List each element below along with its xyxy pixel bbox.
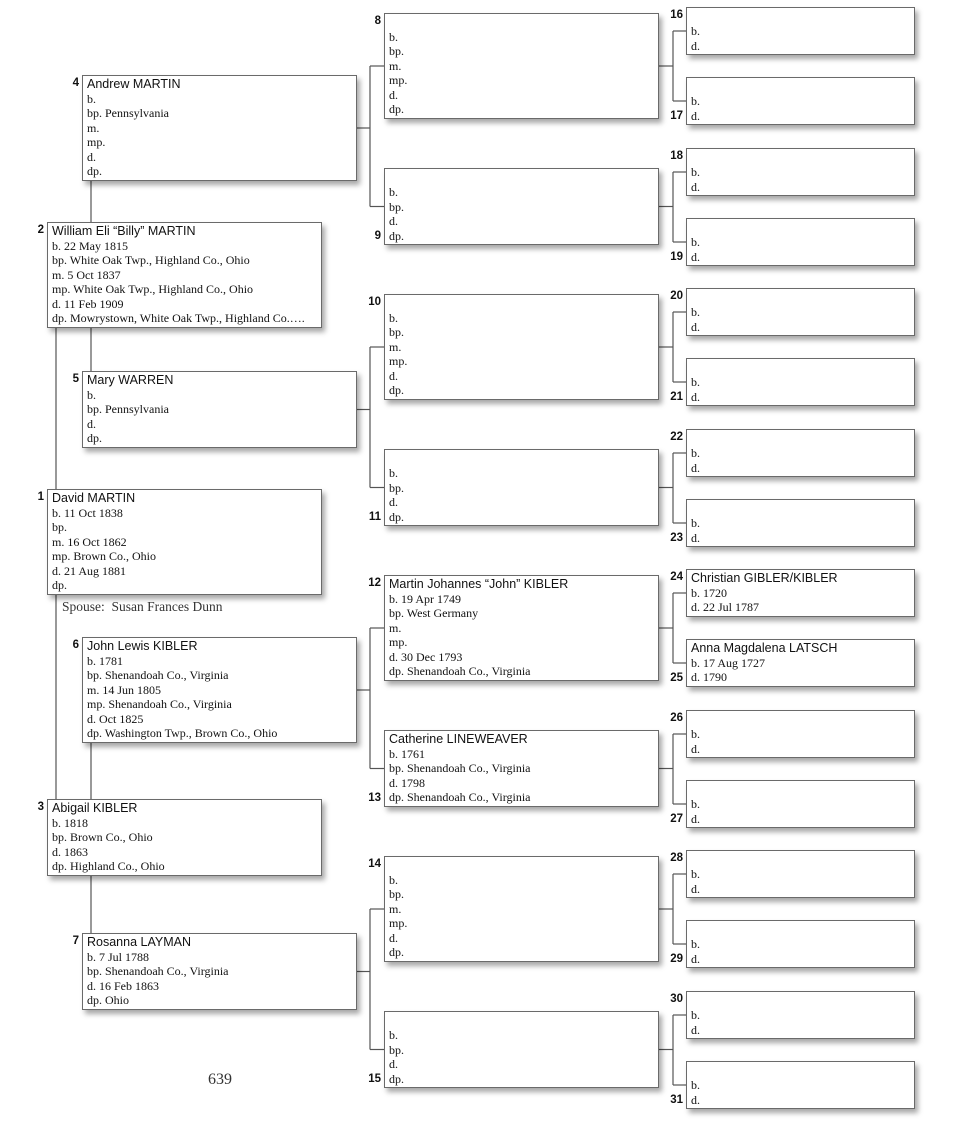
detail-line: mp.: [389, 73, 408, 88]
detail-line: d. 11 Feb 1909: [52, 296, 124, 311]
detail-line: b.: [389, 30, 398, 44]
detail-line: d.: [87, 416, 96, 431]
ahnentafel-number: 21: [670, 391, 683, 403]
page-number: 639: [208, 1071, 232, 1088]
person-details: [691, 867, 700, 896]
detail-line: b.: [389, 185, 398, 200]
person-details: [691, 937, 700, 966]
ahnentafel-number: 16: [670, 9, 683, 21]
detail-line: d.: [389, 495, 398, 510]
ahnentafel-number: 22: [670, 431, 683, 443]
detail-line: b.: [389, 873, 398, 887]
person-details: [87, 950, 352, 1008]
detail-line: mp. Shenandoah Co., Virginia: [87, 697, 232, 712]
detail-line: bp. Shenandoah Co., Virginia: [87, 964, 229, 979]
detail-line: b. 17 Aug 1727: [691, 656, 766, 670]
person-box-15[interactable]: [384, 1011, 659, 1088]
ahnentafel-number: 6: [72, 639, 79, 651]
detail-line: m.: [389, 58, 402, 73]
detail-line: b. 11 Oct 1838: [52, 506, 123, 520]
detail-line: bp.: [389, 44, 404, 59]
detail-line: dp. Shenandoah Co., Virginia: [389, 790, 531, 805]
detail-line: d. 16 Feb 1863: [87, 978, 159, 993]
person-box-28[interactable]: [686, 850, 915, 898]
person-box-29[interactable]: [686, 920, 915, 968]
ahnentafel-number: 5: [72, 373, 79, 385]
person-box-3[interactable]: [47, 799, 322, 876]
ahnentafel-number: 12: [368, 577, 381, 589]
detail-line: d.: [691, 179, 700, 194]
ahnentafel-number: 7: [72, 935, 79, 947]
detail-line: bp.: [389, 199, 404, 214]
detail-line: d. 1790: [691, 670, 727, 685]
person-name: [691, 150, 910, 165]
detail-line: mp.: [389, 916, 408, 931]
person-name: Abigail KIBLER: [52, 801, 138, 815]
person-details: [389, 592, 654, 678]
person-name: [691, 501, 910, 516]
person-details: [691, 516, 700, 545]
person-box-4[interactable]: [82, 75, 357, 181]
detail-line: b.: [389, 311, 398, 325]
detail-line: dp.: [52, 578, 67, 593]
spouse-name: Susan Frances Dunn: [111, 599, 223, 614]
person-box-18[interactable]: [686, 148, 915, 196]
ahnentafel-number: 27: [670, 813, 683, 825]
detail-line: m.: [389, 620, 402, 635]
person-name: Christian GIBLER/KIBLER: [691, 571, 838, 585]
ahnentafel-number: 26: [670, 712, 683, 724]
detail-line: b. 19 Apr 1749: [389, 592, 461, 606]
person-box-31[interactable]: [686, 1061, 915, 1109]
person-details: [691, 727, 700, 756]
detail-line: d.: [691, 249, 700, 264]
detail-line: d. 1863: [52, 844, 88, 859]
detail-line: dp.: [389, 1071, 404, 1086]
detail-line: d.: [691, 811, 700, 826]
person-name: [691, 1063, 910, 1078]
ahnentafel-number: 2: [37, 224, 44, 236]
person-name: [691, 360, 910, 375]
detail-line: b.: [87, 388, 96, 402]
person-details: [691, 94, 700, 123]
detail-line: bp.: [389, 887, 404, 902]
person-box-26[interactable]: [686, 710, 915, 758]
person-box-8[interactable]: [384, 13, 659, 119]
detail-line: mp. Brown Co., Ohio: [52, 549, 157, 564]
person-box-30[interactable]: [686, 991, 915, 1039]
ahnentafel-number: 20: [670, 290, 683, 302]
ahnentafel-number: 17: [670, 110, 683, 122]
detail-line: m.: [389, 901, 402, 916]
detail-line: d. 1798: [389, 775, 425, 790]
person-details: [389, 30, 654, 116]
person-box-17[interactable]: [686, 77, 915, 125]
person-details: [389, 747, 654, 805]
detail-line: b.: [691, 1008, 700, 1023]
person-name: John Lewis KIBLER: [87, 639, 198, 653]
person-name: [691, 993, 910, 1008]
person-box-1[interactable]: [47, 489, 322, 595]
person-name: [691, 852, 910, 867]
detail-line: mp. White Oak Twp., Highland Co., Ohio: [52, 282, 254, 297]
detail-line: b. 1818: [52, 816, 88, 830]
ahnentafel-number: 8: [374, 15, 381, 27]
person-details: [691, 235, 700, 264]
detail-line: dp.: [87, 431, 102, 446]
ahnentafel-number: 13: [368, 792, 381, 804]
detail-line: dp.: [389, 102, 404, 117]
detail-line: b.: [389, 1028, 398, 1043]
ahnentafel-number: 28: [670, 852, 683, 864]
person-details: [691, 446, 700, 475]
person-name: [691, 79, 910, 94]
detail-line: m. 5 Oct 1837: [52, 267, 121, 282]
person-box-27[interactable]: [686, 780, 915, 828]
detail-line: m.: [87, 120, 100, 135]
person-details: [389, 185, 404, 243]
detail-line: d.: [691, 530, 700, 545]
detail-line: b.: [691, 797, 700, 812]
person-name: Martin Johannes “John” KIBLER: [389, 577, 569, 591]
ahnentafel-number: 18: [670, 150, 683, 162]
person-details: [87, 388, 352, 446]
person-name: [691, 712, 910, 727]
detail-line: bp. Shenandoah Co., Virginia: [87, 668, 229, 683]
detail-line: d.: [691, 460, 700, 475]
detail-line: b.: [691, 235, 700, 250]
detail-line: d.: [691, 319, 700, 334]
person-name: David MARTIN: [52, 491, 136, 505]
ahnentafel-number: 29: [670, 953, 683, 965]
ahnentafel-number: 15: [368, 1073, 381, 1085]
detail-line: bp. Shenandoah Co., Virginia: [389, 761, 531, 776]
person-name: [691, 782, 910, 797]
person-details: [389, 1028, 404, 1086]
person-name: [389, 858, 654, 873]
person-name: [691, 922, 910, 937]
detail-line: b.: [691, 375, 700, 390]
person-details: [691, 586, 910, 615]
person-box-6[interactable]: [82, 637, 357, 743]
detail-line: dp. Highland Co., Ohio: [52, 859, 165, 874]
detail-line: d.: [87, 149, 96, 164]
detail-line: b.: [691, 94, 700, 109]
ahnentafel-number: 19: [670, 251, 683, 263]
person-details: [691, 375, 700, 404]
ahnentafel-number: 14: [368, 858, 381, 870]
detail-line: d.: [691, 1092, 700, 1107]
detail-line: bp. White Oak Twp., Highland Co., Ohio: [52, 253, 250, 268]
detail-line: b.: [691, 727, 700, 742]
ahnentafel-number: 10: [368, 296, 381, 308]
person-name: [389, 15, 654, 30]
ahnentafel-number: 30: [670, 993, 683, 1005]
detail-line: b.: [691, 937, 700, 952]
detail-line: bp.: [389, 1042, 404, 1057]
person-name: Rosanna LAYMAN: [87, 935, 191, 949]
person-details: [691, 1008, 700, 1037]
person-box-9[interactable]: [384, 168, 659, 245]
person-details: [691, 656, 910, 685]
detail-line: dp.: [389, 509, 404, 524]
detail-line: d.: [691, 1022, 700, 1037]
person-box-2[interactable]: [47, 222, 322, 328]
person-name: William Eli “Billy” MARTIN: [52, 224, 196, 238]
detail-line: mp.: [87, 135, 106, 150]
detail-line: mp.: [389, 354, 408, 369]
person-box-22[interactable]: [686, 429, 915, 477]
detail-line: b. 7 Jul 1788: [87, 950, 150, 964]
person-box-25[interactable]: [686, 639, 915, 687]
detail-line: dp. Shenandoah Co., Virginia: [389, 664, 531, 679]
detail-line: bp.: [389, 325, 404, 340]
detail-line: bp.: [52, 520, 67, 535]
detail-line: d. 22 Jul 1787: [691, 600, 760, 615]
detail-line: d. Oct 1825: [87, 711, 144, 726]
detail-line: dp.: [389, 228, 404, 243]
person-box-10[interactable]: [384, 294, 659, 400]
detail-line: mp.: [389, 635, 408, 650]
person-box-19[interactable]: [686, 218, 915, 266]
detail-line: dp.: [87, 164, 102, 179]
detail-line: d.: [691, 38, 700, 53]
person-name: [691, 9, 910, 24]
person-box-12[interactable]: [384, 575, 659, 681]
person-details: [389, 311, 654, 397]
detail-line: d.: [389, 87, 398, 102]
person-name: [691, 431, 910, 446]
detail-line: b.: [691, 1078, 700, 1093]
person-details: [691, 24, 700, 53]
detail-line: bp. Pennsylvania: [87, 106, 169, 121]
detail-line: d.: [691, 881, 700, 896]
ahnentafel-number: 23: [670, 532, 683, 544]
person-details: [52, 816, 317, 874]
detail-line: m.: [389, 339, 402, 354]
ahnentafel-number: 25: [670, 672, 683, 684]
person-details: [87, 92, 352, 178]
person-box-21[interactable]: [686, 358, 915, 406]
person-details: [691, 797, 700, 826]
person-details: [389, 873, 654, 959]
ahnentafel-number: 11: [368, 511, 381, 523]
detail-line: b.: [691, 24, 700, 39]
ahnentafel-number: 4: [72, 77, 79, 89]
detail-line: d.: [389, 1057, 398, 1072]
detail-line: bp.: [389, 480, 404, 495]
ahnentafel-number: 31: [670, 1094, 683, 1106]
detail-line: m. 16 Oct 1862: [52, 534, 127, 549]
detail-line: b. 22 May 1815: [52, 239, 128, 253]
person-box-11[interactable]: [384, 449, 659, 526]
detail-line: bp. West Germany: [389, 606, 479, 621]
detail-line: d. 30 Dec 1793: [389, 649, 463, 664]
person-name: [691, 220, 910, 235]
ahnentafel-number: 1: [37, 491, 44, 503]
detail-line: b.: [691, 867, 700, 882]
detail-line: m. 14 Jun 1805: [87, 682, 162, 697]
detail-line: b. 1781: [87, 654, 123, 668]
detail-line: b.: [691, 516, 700, 531]
detail-line: b.: [691, 305, 700, 320]
person-name: [389, 451, 654, 466]
person-details: [52, 239, 317, 325]
detail-line: dp. Mowrystown, White Oak Twp., Highland Co.….: [52, 311, 305, 326]
person-details: [389, 466, 404, 524]
person-box-5[interactable]: [82, 371, 357, 448]
detail-line: d.: [691, 389, 700, 404]
detail-line: d.: [389, 214, 398, 229]
person-box-7[interactable]: [82, 933, 357, 1010]
detail-line: b.: [87, 92, 96, 106]
ahnentafel-number: 9: [374, 230, 381, 242]
detail-line: dp. Ohio: [87, 993, 129, 1008]
detail-line: bp. Pennsylvania: [87, 402, 169, 417]
detail-line: b. 1720: [691, 586, 727, 600]
person-details: [691, 305, 700, 334]
person-name: Anna Magdalena LATSCH: [691, 641, 838, 655]
detail-line: d.: [389, 368, 398, 383]
person-box-14[interactable]: [384, 856, 659, 962]
person-name: [389, 170, 654, 185]
person-name: Catherine LINEWEAVER: [389, 732, 528, 746]
person-name: [389, 1013, 654, 1028]
person-details: [691, 165, 700, 194]
detail-line: dp.: [389, 945, 404, 960]
ahnentafel-number: 24: [670, 571, 683, 583]
detail-line: bp. Brown Co., Ohio: [52, 830, 153, 845]
person-box-16[interactable]: [686, 7, 915, 55]
person-details: [52, 506, 317, 592]
detail-line: d.: [691, 741, 700, 756]
ahnentafel-number: 3: [37, 801, 44, 813]
spouse-label: Spouse:: [62, 599, 105, 614]
detail-line: b.: [389, 466, 398, 481]
person-details: [691, 1078, 700, 1107]
detail-line: d.: [389, 930, 398, 945]
person-name: [389, 296, 654, 311]
detail-line: dp. Washington Twp., Brown Co., Ohio: [87, 726, 278, 741]
person-box-23[interactable]: [686, 499, 915, 547]
person-box-24[interactable]: [686, 569, 915, 617]
person-details: [87, 654, 352, 740]
detail-line: b.: [691, 446, 700, 461]
detail-line: dp.: [389, 383, 404, 398]
detail-line: b.: [691, 165, 700, 180]
person-name: Mary WARREN: [87, 373, 174, 387]
detail-line: d. 21 Aug 1881: [52, 563, 127, 578]
detail-line: d.: [691, 951, 700, 966]
spouse-line: [62, 599, 223, 615]
person-name: Andrew MARTIN: [87, 77, 181, 91]
person-box-13[interactable]: [384, 730, 659, 807]
person-box-20[interactable]: [686, 288, 915, 336]
person-name: [691, 290, 910, 305]
detail-line: b. 1761: [389, 747, 425, 761]
detail-line: d.: [691, 108, 700, 123]
